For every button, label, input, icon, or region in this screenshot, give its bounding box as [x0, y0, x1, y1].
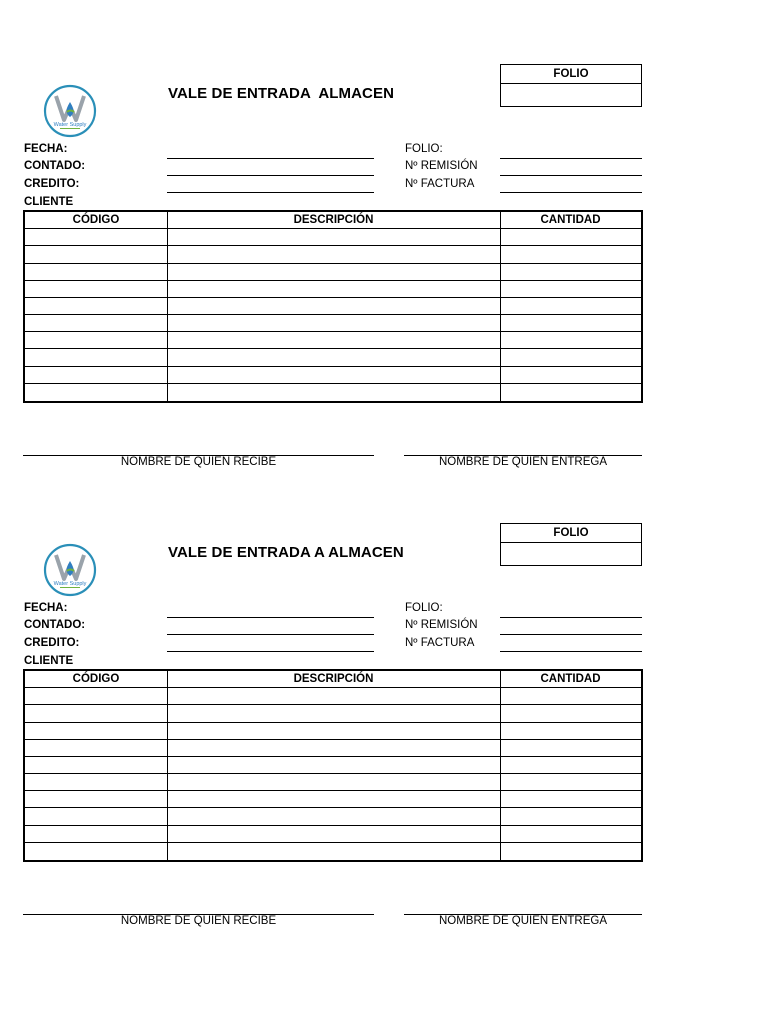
contado-field[interactable] — [167, 634, 374, 635]
remision-label: Nº REMISIÓN — [405, 160, 478, 172]
table-row[interactable] — [25, 705, 641, 722]
table-row[interactable] — [25, 281, 641, 298]
table-row[interactable] — [25, 826, 641, 843]
folio-box — [500, 64, 642, 107]
credito-label: CREDITO: — [24, 637, 80, 649]
credito-field[interactable] — [167, 651, 374, 652]
header-row — [25, 671, 641, 688]
fecha-label: FECHA: — [24, 143, 68, 155]
receiver-signature-label: NOMBRE DE QUIEN RECIBE — [120, 456, 277, 468]
header-cantidad: CANTIDAD — [540, 673, 601, 685]
folio-field[interactable] — [500, 617, 642, 618]
logo-text: Water Supply — [53, 581, 87, 587]
remision-label: Nº REMISIÓN — [405, 619, 478, 631]
contado-field[interactable] — [167, 175, 374, 176]
logo-text: Water Supply — [53, 122, 87, 128]
fecha-field[interactable] — [167, 617, 374, 618]
folio-box-label: FOLIO — [501, 524, 641, 543]
table-row[interactable] — [25, 791, 641, 808]
deliverer-signature-label: NOMBRE DE QUIEN ENTREGA — [438, 456, 608, 468]
factura-label: Nº FACTURA — [405, 178, 475, 190]
factura-field[interactable] — [500, 192, 642, 193]
table-row[interactable] — [25, 315, 641, 332]
voucher-2 — [0, 523, 768, 982]
table-row[interactable] — [25, 332, 641, 349]
company-logo — [40, 541, 100, 599]
factura-label: Nº FACTURA — [405, 637, 475, 649]
table-row[interactable] — [25, 264, 641, 281]
cliente-label: CLIENTE — [24, 196, 74, 208]
fecha-field[interactable] — [167, 158, 374, 159]
cliente-label: CLIENTE — [24, 655, 74, 667]
deliverer-signature-label: NOMBRE DE QUIEN ENTREGA — [438, 915, 608, 927]
folio-box-field[interactable] — [501, 84, 641, 106]
header-descripcion: DESCRIPCIÓN — [293, 214, 374, 226]
folio-label: FOLIO: — [405, 143, 443, 155]
voucher-1 — [0, 64, 768, 523]
table-row[interactable] — [25, 688, 641, 705]
table-row[interactable] — [25, 808, 641, 825]
contado-label: CONTADO: — [24, 160, 86, 172]
folio-field[interactable] — [500, 158, 642, 159]
header-row — [25, 212, 641, 229]
header-cantidad: CANTIDAD — [540, 214, 601, 226]
credito-label: CREDITO: — [24, 178, 80, 190]
table-row[interactable] — [25, 229, 641, 246]
items-table — [23, 210, 643, 403]
header-codigo: CÓDIGO — [72, 673, 120, 685]
voucher-title: VALE DE ENTRADA ALMACEN — [168, 85, 395, 102]
table-row[interactable] — [25, 384, 641, 401]
voucher-title: VALE DE ENTRADA A ALMACEN — [168, 544, 404, 561]
table-row[interactable] — [25, 774, 641, 791]
folio-box-field[interactable] — [501, 543, 641, 565]
table-row[interactable] — [25, 740, 641, 757]
folio-box-label: FOLIO — [501, 65, 641, 84]
table-row[interactable] — [25, 757, 641, 774]
folio-label: FOLIO: — [405, 602, 443, 614]
remision-field[interactable] — [500, 634, 642, 635]
items-table — [23, 669, 643, 862]
factura-field[interactable] — [500, 651, 642, 652]
table-row[interactable] — [25, 723, 641, 740]
receiver-signature-label: NOMBRE DE QUIEN RECIBE — [120, 915, 277, 927]
table-row[interactable] — [25, 298, 641, 315]
table-row[interactable] — [25, 349, 641, 366]
remision-field[interactable] — [500, 175, 642, 176]
table-row[interactable] — [25, 246, 641, 263]
company-logo — [40, 82, 100, 140]
table-row[interactable] — [25, 843, 641, 860]
folio-box — [500, 523, 642, 566]
table-row[interactable] — [25, 367, 641, 384]
header-descripcion: DESCRIPCIÓN — [293, 673, 374, 685]
credito-field[interactable] — [167, 192, 374, 193]
contado-label: CONTADO: — [24, 619, 86, 631]
fecha-label: FECHA: — [24, 602, 68, 614]
header-codigo: CÓDIGO — [72, 214, 120, 226]
